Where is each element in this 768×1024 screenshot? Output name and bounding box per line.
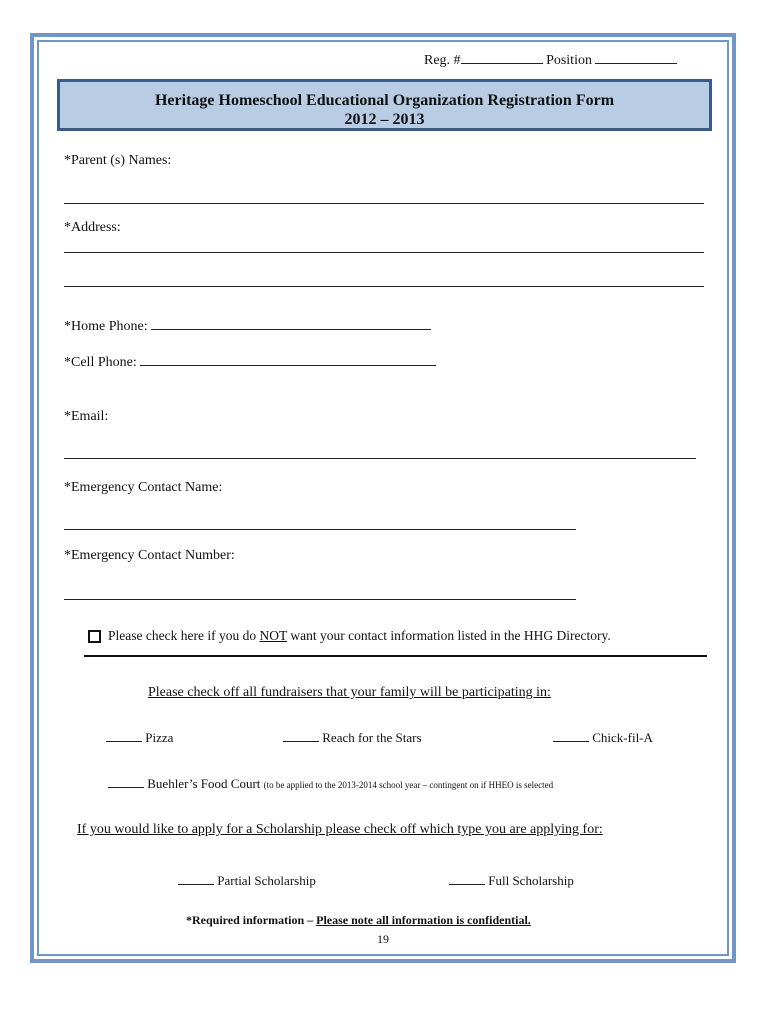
fundraiser-chick: [553, 729, 653, 746]
fundraiser-pizza: [106, 729, 173, 746]
reg-label: Reg. #: [424, 53, 461, 68]
form-title: Heritage Homeschool Educational Organization Registration Form: [154, 92, 615, 109]
cell-phone-row: [64, 353, 436, 371]
full-scholarship-label: Full Scholarship: [488, 873, 574, 888]
required-info-text: *Required information –: [186, 913, 317, 927]
address-line-2[interactable]: [64, 286, 704, 287]
scholarship-full: [449, 872, 574, 889]
cell-phone-blank[interactable]: [140, 353, 436, 366]
home-phone-label: *Home Phone:: [64, 319, 148, 334]
footer-note: [186, 913, 531, 928]
form-year: 2012 – 2013: [344, 111, 425, 128]
directory-opt-out-checkbox[interactable]: [88, 630, 101, 643]
parent-names-line[interactable]: [64, 203, 704, 204]
address-line-1[interactable]: [64, 252, 704, 253]
pizza-label: Pizza: [145, 730, 174, 745]
buehler-blank[interactable]: [108, 775, 144, 788]
directory-text-suffix: want your contact information listed in the HHG Directory.: [286, 628, 611, 643]
reg-number-blank[interactable]: [461, 51, 543, 64]
position-label: Position: [546, 53, 592, 68]
scholarship-heading: If you would like to apply for a Scholarship please check off which type you are applying for:: [77, 822, 603, 837]
position-blank[interactable]: [595, 51, 677, 64]
email-line[interactable]: [64, 458, 696, 459]
address-label: *Address:: [64, 220, 121, 235]
fundraiser-buehler: [108, 775, 553, 792]
directory-text-not: NOT: [259, 628, 287, 643]
directory-text-prefix: Please check here if you do: [108, 628, 260, 643]
partial-scholarship-blank[interactable]: [178, 872, 214, 885]
page-border-inner: [37, 40, 729, 956]
confidential-text: Please note all information is confidential.: [316, 913, 531, 927]
home-phone-row: [64, 317, 431, 335]
form-header: [57, 79, 712, 131]
emergency-number-line[interactable]: [64, 599, 576, 600]
page-number: 19: [377, 932, 389, 946]
cell-phone-label: *Cell Phone:: [64, 355, 137, 370]
scholarship-partial: [178, 872, 316, 889]
chick-blank[interactable]: [553, 729, 589, 742]
emergency-name-label: *Emergency Contact Name:: [64, 480, 223, 495]
reg-position-line: [424, 51, 677, 69]
pizza-blank[interactable]: [106, 729, 142, 742]
reach-blank[interactable]: [283, 729, 319, 742]
directory-opt-out-text: [108, 628, 611, 644]
buehler-label: Buehler’s Food Court: [147, 776, 261, 791]
emergency-number-label: *Emergency Contact Number:: [64, 548, 235, 563]
email-label: *Email:: [64, 409, 109, 424]
buehler-note: (to be applied to the 2013-2014 school year – contingent on if HHEO is selected: [263, 780, 554, 790]
home-phone-blank[interactable]: [151, 317, 431, 330]
partial-scholarship-label: Partial Scholarship: [217, 873, 316, 888]
emergency-name-line[interactable]: [64, 529, 576, 530]
reach-label: Reach for the Stars: [322, 730, 422, 745]
chick-label: Chick-fil-A: [592, 730, 653, 745]
directory-divider: [84, 655, 707, 657]
fundraiser-reach: [283, 729, 422, 746]
fundraisers-heading: Please check off all fundraisers that your family will be participating in:: [148, 685, 551, 700]
parent-names-label: *Parent (s) Names:: [64, 153, 172, 168]
full-scholarship-blank[interactable]: [449, 872, 485, 885]
